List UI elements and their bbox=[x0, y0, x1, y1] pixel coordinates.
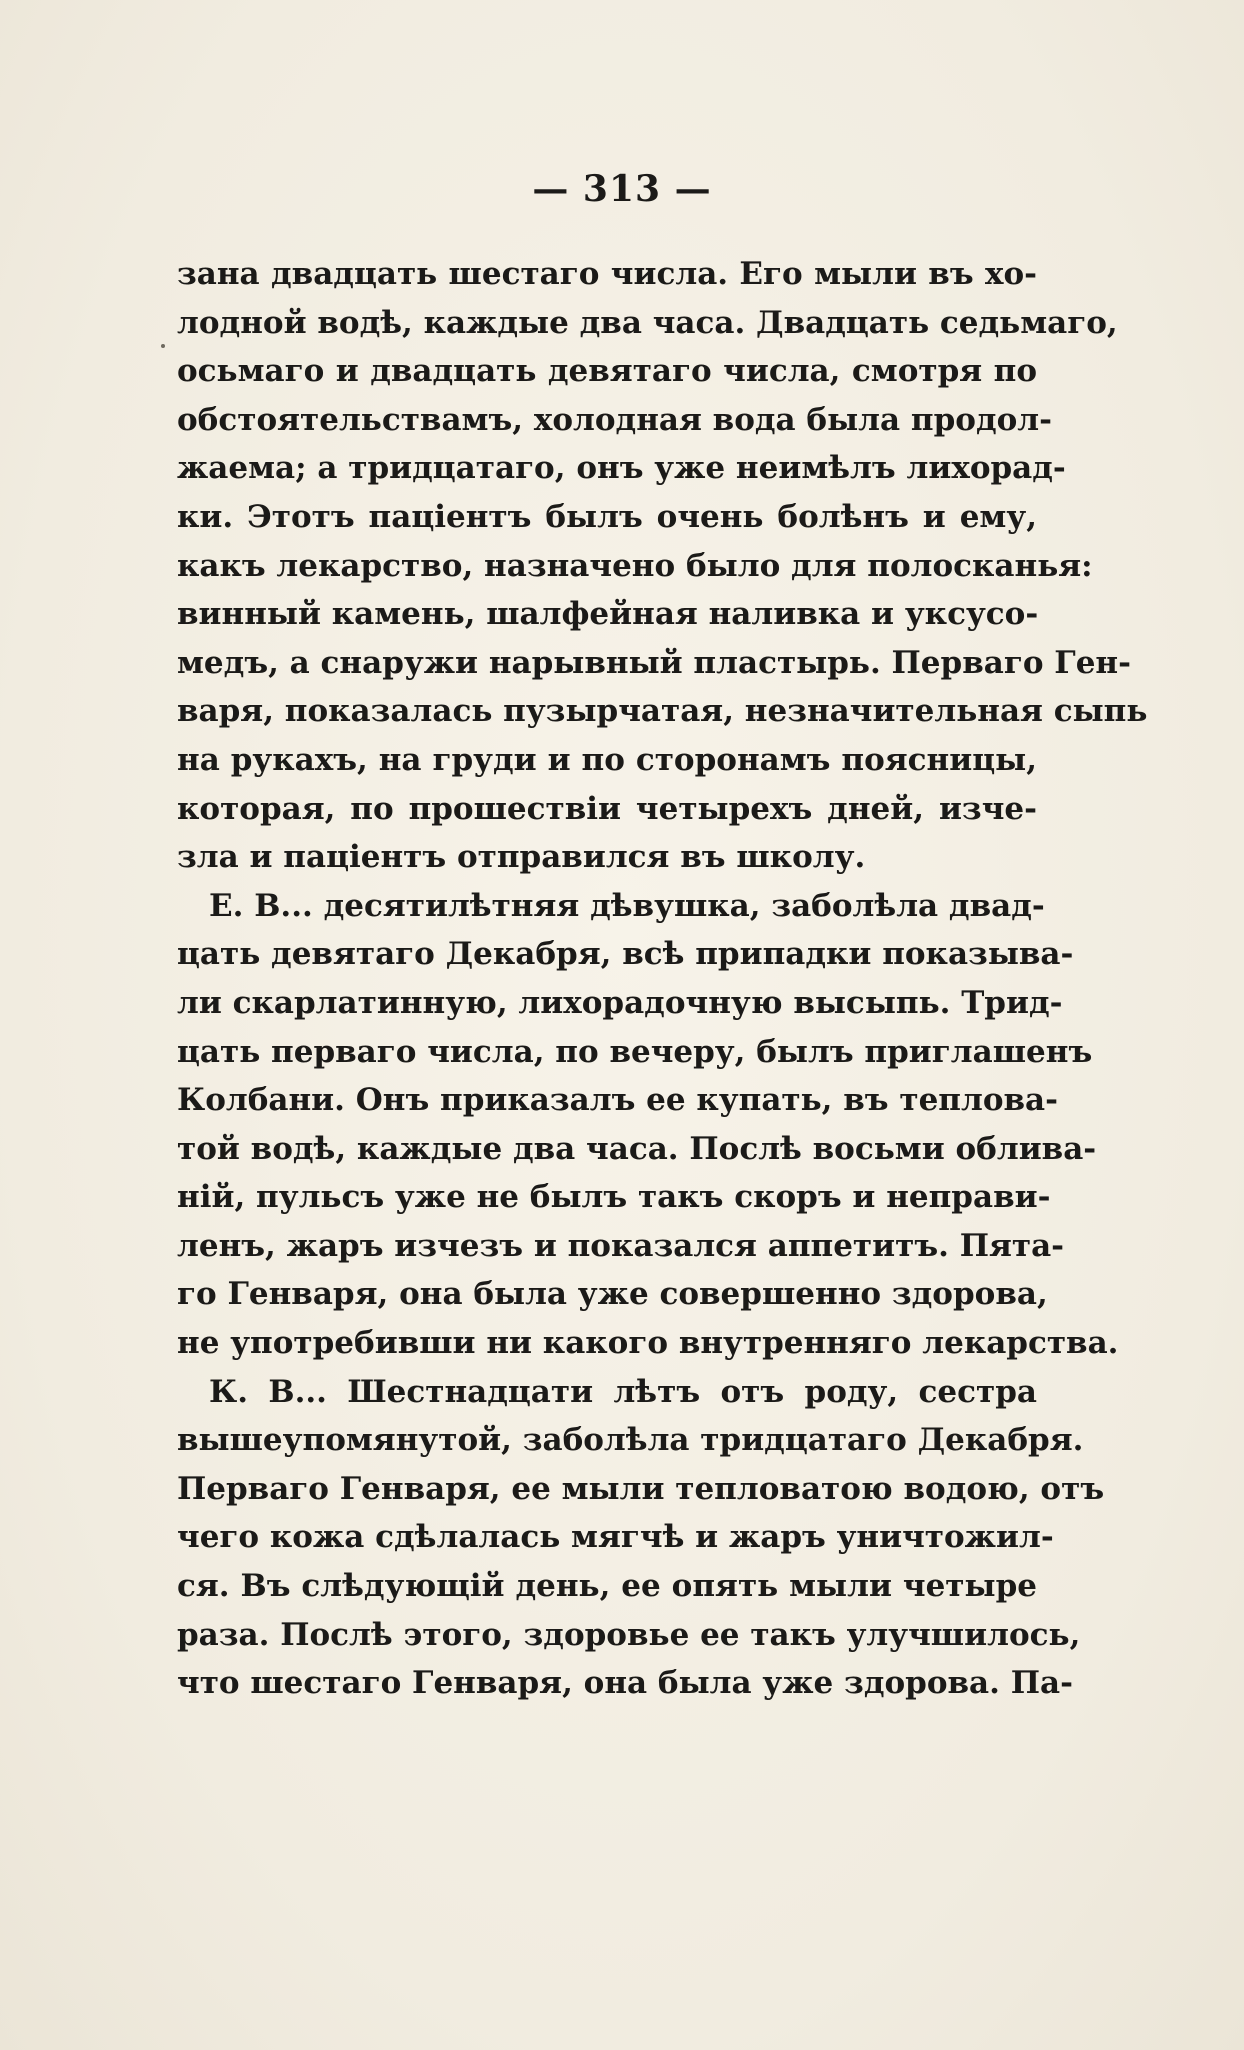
text-line: той водѣ, каждые два часа. Послѣ восьми облива- bbox=[177, 1130, 1097, 1167]
text-line: винный камень, шалфейная наливка и уксусо- bbox=[177, 596, 1039, 633]
text-line: раза. Послѣ этого, здоровье ее такъ улучшилось, bbox=[177, 1616, 1081, 1653]
text-line: Перваго Генваря, ее мыли тепловатою водою, отъ bbox=[177, 1470, 1105, 1507]
text-line: нiй, пульсъ уже не былъ такъ скоръ и неправи- bbox=[177, 1179, 1051, 1216]
text-line: К. В... Шестнадцати лѣтъ отъ роду, сестра bbox=[209, 1373, 1037, 1410]
text-line: которая, по прошествiи четырехъ дней, изче- bbox=[177, 790, 1037, 827]
text-line: Колбани. Онъ приказалъ ее купать, въ тепловa- bbox=[177, 1082, 1059, 1119]
text-line: вышеупомянутой, заболѣла тридцатаго Декабря. bbox=[177, 1422, 1084, 1459]
page-number: — 313 — bbox=[532, 168, 712, 210]
text-line: цать девятаго Декабря, всѣ припадки показыва- bbox=[177, 936, 1074, 973]
ink-speck bbox=[161, 344, 165, 348]
text-line: ленъ, жаръ изчезъ и показался аппетитъ. Пята- bbox=[177, 1227, 1065, 1264]
text-line: зана двадцать шестаго числа. Его мыли въ хо- bbox=[177, 256, 1037, 292]
text-line: варя, показалась пузырчатая, незначительная сыпь bbox=[177, 693, 1148, 730]
text-line: медъ, а снаружи нарывный пластырь. Перваго Ген- bbox=[177, 644, 1131, 681]
text-line: на рукахъ, на груди и по сторонамъ поясницы, bbox=[177, 741, 1037, 778]
text-line: лодной водѣ, каждые два часа. Двадцать седьмаго, bbox=[177, 304, 1118, 341]
text-line: не употребивши ни какого внутренняго лекарства. bbox=[177, 1325, 1119, 1362]
text-line: какъ лекарство, назначено было для полосканья: bbox=[177, 547, 1093, 584]
text-line: зла и пацiентъ отправился въ школу. bbox=[177, 839, 866, 876]
text-line: чего кожа сдѣлалась мягчѣ и жаръ уничтожил- bbox=[177, 1519, 1054, 1556]
text-line: жаема; а тридцатаго, онъ уже неимѣлъ лихорад- bbox=[177, 450, 1066, 487]
text-line: что шестаго Генваря, она была уже здорова. Па- bbox=[177, 1665, 1073, 1702]
text-line: ки. Этотъ пацiентъ былъ очень болѣнъ и ему, bbox=[177, 498, 1037, 535]
text-line: ся. Въ слѣдующiй день, ее опять мыли четыре bbox=[177, 1568, 1037, 1605]
body-text bbox=[177, 250, 1148, 1708]
text-line: го Генваря, она была уже совершенно здорова, bbox=[177, 1276, 1048, 1313]
text-line: Е. В... десятилѣтняя дѣвушка, заболѣла двад- bbox=[209, 887, 1045, 924]
text-line: цать перваго числа, по вечеру, былъ приглашенъ bbox=[177, 1033, 1093, 1070]
text-line: обстоятельствамъ, холодная вода была продол- bbox=[177, 401, 1053, 438]
text-line: ли скарлатинную, лихорадочную высыпь. Трид- bbox=[177, 984, 1063, 1021]
text-line: осьмаго и двадцать девятаго числа, смотря по bbox=[177, 353, 1037, 390]
